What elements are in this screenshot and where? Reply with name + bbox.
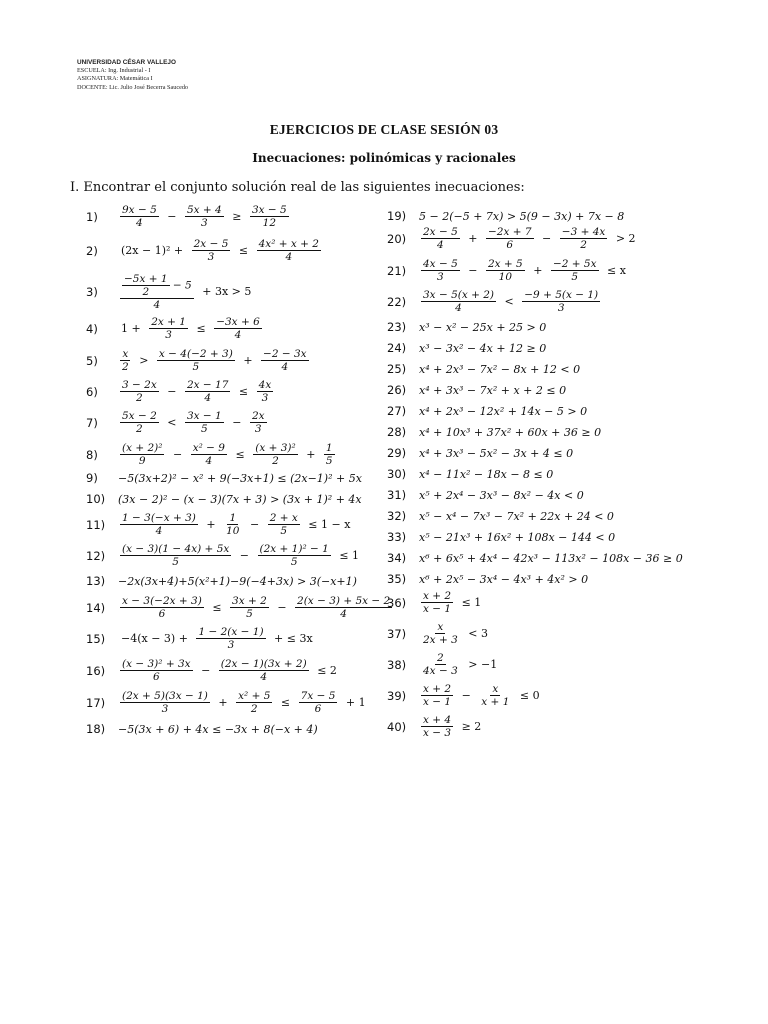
numerator: 4x² + x + 2: [258, 238, 319, 250]
exercise-number: 33): [387, 530, 407, 544]
denominator: 2: [122, 361, 129, 373]
operator: ≤: [238, 384, 249, 398]
exercise-22: [387, 289, 602, 314]
expression: x⁴ + 10x³ + 37x² + 60x + 36 ≥ 0: [419, 425, 602, 439]
expression: [419, 683, 543, 708]
operator: −: [172, 447, 183, 461]
denominator: x − 3: [423, 727, 452, 739]
denominator: x − 1: [423, 696, 452, 708]
expression: [118, 348, 311, 373]
expression: [118, 595, 394, 620]
expression: x⁴ + 3x³ − 7x² + x + 2 ≤ 0: [419, 383, 567, 397]
denominator: 5: [571, 271, 579, 283]
numerator: 7x − 5: [300, 690, 336, 702]
numerator: x: [122, 348, 129, 360]
term: ≤ 1: [461, 595, 482, 609]
expression: x⁶ + 2x⁵ − 3x⁴ − 4x³ + 4x² > 0: [419, 572, 589, 586]
denominator: 3: [261, 392, 269, 404]
exercise-number: 37): [387, 626, 407, 641]
term: > −1: [468, 657, 498, 671]
numerator: 2x + 5: [487, 258, 523, 270]
operator: +: [243, 353, 253, 367]
exercise-3: [86, 273, 254, 311]
term: ≤ 1 − x: [308, 517, 351, 531]
operator: <: [167, 415, 177, 429]
denominator: 4: [155, 525, 163, 537]
term: < 3: [468, 626, 488, 640]
expression: 5 − 2(−5 + 7x) > 5(9 − 3x) + 7x − 8: [419, 209, 625, 223]
denominator: 3: [207, 251, 215, 263]
denominator: 2: [250, 703, 258, 715]
numerator: x + 2: [423, 590, 452, 602]
expression: [419, 258, 629, 283]
page-subtitle: Inecuaciones: polinómicas y racionales: [252, 151, 516, 165]
numerator: 1 − 3(−x + 3): [122, 512, 196, 524]
exercise-number: 31): [387, 488, 407, 502]
exercise-38: [387, 652, 500, 677]
exercise-number: 16): [86, 663, 106, 678]
numerator: x + 2: [423, 683, 452, 695]
exercise-number: 23): [387, 320, 407, 334]
exercise-number: 32): [387, 509, 407, 523]
denominator: 3: [557, 302, 565, 314]
denominator: 4: [285, 251, 293, 263]
numerator: 3x − 1: [186, 410, 222, 422]
exercise-number: 34): [387, 551, 407, 565]
operator: <: [504, 294, 514, 308]
denominator: 5: [201, 423, 208, 435]
exercise-number: 7): [86, 415, 98, 430]
numerator: x − 4(−2 + 3): [158, 348, 233, 360]
expression: x⁴ − 11x² − 18x − 8 ≤ 0: [419, 467, 554, 481]
exercise-number: 3): [86, 285, 98, 299]
denominator: 6: [314, 703, 322, 715]
operator: ≤: [238, 243, 249, 257]
expression: [118, 690, 369, 715]
header-block: [77, 59, 188, 92]
denominator: 4: [437, 239, 444, 251]
exercise-21: [387, 258, 629, 283]
numerator: 2x − 5: [193, 238, 229, 250]
denominator: 4: [455, 302, 462, 314]
denominator: 9: [138, 455, 146, 467]
exercise-number: 18): [86, 722, 106, 736]
expression: x⁴ + 3x³ − 5x² − 3x + 4 ≤ 0: [419, 446, 574, 460]
term: > 2: [615, 231, 636, 245]
denominator: 2: [136, 423, 143, 435]
numerator: −3 + 4x: [561, 226, 606, 238]
exercise-24: [387, 341, 546, 355]
expression: [419, 652, 500, 677]
exercise-1: [86, 204, 291, 229]
inner-denominator: 2: [142, 286, 150, 298]
exercise-25: [387, 362, 580, 376]
term: ≤ 2: [317, 663, 337, 677]
numerator: x + 4: [423, 714, 452, 726]
operator: −: [461, 688, 471, 702]
denominator: 4: [260, 671, 268, 683]
exercise-number: 10): [86, 492, 106, 506]
expression: [118, 543, 362, 568]
denominator: 2: [136, 392, 143, 404]
denominator: 4: [204, 392, 212, 404]
exercise-31: [387, 488, 584, 502]
expression: x⁵ − x⁴ − 7x³ − 7x² + 22x + 24 < 0: [419, 509, 614, 523]
numerator: 9x − 5: [122, 204, 157, 216]
operator: ≤: [235, 447, 245, 461]
exercise-23: [387, 320, 546, 334]
term: + 3x > 5: [202, 285, 252, 298]
term: −4(x − 3) +: [121, 631, 188, 645]
numerator: 2x − 17: [186, 379, 229, 391]
exercise-16: [86, 658, 340, 683]
denominator: 4: [234, 329, 242, 341]
numerator: x − 3(−2x + 3): [122, 595, 202, 607]
exercise-17: [86, 690, 369, 715]
exercise-13: [86, 574, 357, 588]
operator: −: [542, 231, 552, 245]
numerator: 4x: [258, 379, 272, 391]
operator: +: [468, 231, 478, 245]
operator: −: [239, 548, 250, 562]
numerator: 2x: [251, 410, 265, 422]
numerator: 1: [325, 442, 333, 454]
operator: −: [250, 517, 260, 531]
term: ≤ 1: [339, 548, 360, 562]
operator: −: [167, 384, 177, 398]
numerator: x² + 5: [238, 690, 271, 702]
operator: +: [218, 695, 228, 709]
numerator: (x − 3)² + 3x: [122, 658, 191, 670]
term: 1 +: [121, 321, 141, 335]
exercise-number: 24): [387, 341, 407, 355]
expression: [118, 512, 353, 537]
teacher-line: DOCENTE: Lic. Julio José Becerra Saucedo: [77, 83, 189, 91]
exercise-40: [387, 714, 484, 739]
numerator: −2 − 3x: [263, 348, 307, 360]
university-name: UNIVERSIDAD CÉSAR VALLEJO: [77, 59, 176, 66]
operator: −: [468, 263, 478, 277]
denominator: 6: [152, 671, 160, 683]
denominator: 3: [437, 271, 444, 283]
expression: x⁶ + 6x⁵ + 4x⁴ − 42x³ − 113x² − 108x − 36 ≥ 0: [419, 551, 683, 565]
numerator: 4x − 5: [423, 258, 458, 270]
exercise-14: [86, 595, 394, 620]
operator: −: [201, 663, 211, 677]
exercise-number: 27): [387, 404, 407, 418]
numerator: x² − 9: [192, 442, 225, 454]
exercise-number: 8): [86, 447, 98, 462]
exercise-34: [387, 551, 683, 565]
numerator: 2 + x: [269, 512, 298, 524]
exercise-number: 13): [86, 574, 106, 588]
expression: [118, 626, 316, 651]
denominator: 6: [506, 239, 514, 251]
expression: [118, 658, 340, 683]
numerator: (x + 3)²: [255, 442, 296, 454]
denominator: x + 1: [481, 696, 510, 708]
numerator: 3x − 5(x + 2): [423, 289, 495, 301]
exercise-28: [387, 425, 601, 439]
denominator: 6: [158, 608, 166, 620]
expression: (3x − 2)² − (x − 3)(7x + 3) > (3x + 1)² + 4x: [118, 492, 362, 506]
exercise-5: [86, 348, 311, 373]
expression: [118, 379, 275, 404]
exercise-number: 1): [86, 209, 98, 224]
exercise-9: [86, 471, 362, 485]
exercise-number: 15): [86, 631, 106, 646]
exercise-number: 6): [86, 384, 98, 399]
school-line: ESCUELA: Ing. Industrial - I: [77, 67, 151, 75]
term: − 5: [172, 279, 192, 292]
exercise-number: 12): [86, 548, 106, 563]
exercise-number: 20): [387, 231, 407, 246]
expression: x⁵ − 21x³ + 16x² + 108x − 144 < 0: [419, 530, 616, 544]
expression: −2x(3x+4)+5(x²+1)−9(−4+3x) > 3(−x+1): [118, 574, 357, 588]
exercise-number: 26): [387, 383, 407, 397]
expression: [419, 621, 491, 646]
expression: [118, 442, 337, 467]
numerator: −9 + 5(x − 1): [524, 289, 599, 301]
exercise-29: [387, 446, 573, 460]
numerator: 1 − 2(x − 1): [198, 626, 264, 638]
expression: [419, 226, 639, 251]
numerator: 2: [437, 652, 444, 664]
term: (2x − 1)² +: [121, 243, 184, 257]
denominator: 5: [172, 556, 179, 568]
term: ≥ 2: [461, 719, 482, 733]
exercise-18: [86, 722, 318, 736]
expression: [118, 410, 269, 435]
expression: −5(3x + 6) + 4x ≤ −3x + 8(−x + 4): [118, 722, 318, 736]
exercise-37: [387, 621, 491, 646]
exercise-number: 22): [387, 294, 407, 309]
exercise-number: 38): [387, 657, 407, 672]
exercise-number: 21): [387, 263, 407, 278]
denominator: 4: [153, 299, 161, 311]
expression: x⁴ + 2x³ − 7x² − 8x + 12 < 0: [419, 362, 581, 376]
numerator: (x + 2)²: [122, 442, 163, 454]
numerator: 5x − 2: [122, 410, 157, 422]
numerator: 5x + 4: [186, 204, 222, 216]
subject-line: ASIGNATURA: Matemática I: [77, 75, 153, 83]
numerator: [120, 273, 194, 299]
operator: −: [277, 600, 287, 614]
denominator: 5: [325, 455, 333, 467]
exercise-27: [387, 404, 587, 418]
exercise-number: 29): [387, 446, 407, 460]
numerator: (2x − 1)(3x + 2): [220, 658, 307, 670]
exercise-number: 40): [387, 719, 407, 734]
exercise-number: 30): [387, 467, 407, 481]
term: ≤ 0: [519, 688, 540, 702]
denominator: 2: [272, 455, 279, 467]
operator: ≤: [196, 321, 206, 335]
term: + 1: [345, 695, 366, 709]
exercise-2: [86, 238, 323, 263]
denominator: 5: [192, 361, 200, 373]
denominator: 4x − 3: [423, 665, 458, 677]
numerator: 2x + 1: [151, 316, 186, 328]
numerator: (x − 3)(1 − 4x) + 5x: [122, 543, 230, 555]
expression: [419, 714, 484, 739]
term: ≤ x: [607, 263, 626, 277]
denominator: 4: [205, 455, 213, 467]
numerator: −2 + 5x: [552, 258, 597, 270]
exercise-30: [387, 467, 553, 481]
exercise-26: [387, 383, 566, 397]
expression: [118, 238, 323, 263]
exercise-number: 17): [86, 695, 106, 710]
expression: [419, 289, 602, 314]
exercise-12: [86, 543, 362, 568]
exercise-8: [86, 442, 337, 467]
expression: [118, 316, 264, 341]
denominator: 4: [281, 361, 289, 373]
denominator: 10: [498, 271, 513, 283]
expression: −5(3x+2)² − x² + 9(−3x+1) ≤ (2x−1)² + 5x: [118, 471, 362, 485]
exercise-number: 25): [387, 362, 407, 376]
denominator: 3: [227, 639, 235, 651]
exercise-7: [86, 410, 269, 435]
numerator: 3x + 2: [232, 595, 267, 607]
operator: +: [533, 263, 543, 277]
operator: ≥: [232, 209, 242, 223]
denominator: 5: [280, 525, 288, 537]
exercise-number: 5): [86, 353, 98, 368]
operator: >: [139, 353, 149, 367]
exercise-33: [387, 530, 615, 544]
numerator: x: [492, 683, 499, 695]
exercise-10: [86, 492, 362, 506]
instruction-text: I. Encontrar el conjunto solución real de las siguientes inecuaciones:: [70, 180, 525, 195]
expression: x⁴ + 2x³ − 12x² + 14x − 5 > 0: [419, 404, 588, 418]
expression: x³ − x² − 25x + 25 > 0: [419, 320, 547, 334]
expression: [118, 273, 254, 311]
exercise-4: [86, 316, 264, 341]
expression: x³ − 3x² − 4x + 12 ≥ 0: [419, 341, 547, 355]
exercise-number: 19): [387, 209, 407, 223]
exercise-39: [387, 683, 543, 708]
denominator: 10: [226, 525, 240, 537]
numerator: 1: [229, 512, 237, 524]
numerator: (2x + 1)² − 1: [259, 543, 329, 555]
numerator: −2x + 7: [487, 226, 532, 238]
numerator: −3x + 6: [216, 316, 260, 328]
denominator: 5: [246, 608, 253, 620]
denominator: 3: [254, 423, 262, 435]
exercise-number: 11): [86, 517, 106, 532]
exercise-32: [387, 509, 614, 523]
exercise-19: [387, 209, 624, 223]
exercise-number: 4): [86, 321, 98, 336]
exercise-number: 36): [387, 595, 407, 610]
denominator: x − 1: [423, 603, 452, 615]
exercise-number: 28): [387, 425, 407, 439]
operator: ≤: [212, 600, 222, 614]
inner-numerator: −5x + 1: [124, 273, 168, 285]
exercise-6: [86, 379, 275, 404]
exercise-number: 14): [86, 600, 106, 615]
exercise-number: 39): [387, 688, 407, 703]
denominator: 2x + 3: [423, 634, 458, 646]
denominator: 5: [290, 556, 298, 568]
exercise-20: [387, 226, 639, 251]
numerator: 2(x − 3) + 5x − 2: [297, 595, 391, 607]
expression: x⁵ + 2x⁴ − 3x³ − 8x² − 4x < 0: [419, 488, 584, 502]
numerator: 3 − 2x: [122, 379, 157, 391]
exercise-36: [387, 590, 484, 615]
numerator: x: [437, 621, 444, 633]
exercise-number: 35): [387, 572, 407, 586]
denominator: 3: [201, 217, 208, 229]
exercise-number: 9): [86, 471, 98, 485]
operator: −: [167, 209, 177, 223]
denominator: 4: [136, 217, 143, 229]
denominator: 3: [161, 703, 169, 715]
exercise-15: [86, 626, 316, 651]
numerator: 2x − 5: [423, 226, 458, 238]
denominator: 12: [262, 217, 277, 229]
denominator: 3: [165, 329, 172, 341]
denominator: 2: [580, 239, 587, 251]
operator: −: [232, 415, 242, 429]
exercise-number: 2): [86, 243, 98, 258]
expression: [419, 590, 484, 615]
numerator: (2x + 5)(3x − 1): [122, 690, 208, 702]
page-title: EJERCICIOS DE CLASE SESIÓN 03: [269, 122, 499, 137]
exercise-35: [387, 572, 588, 586]
expression: [118, 204, 291, 229]
numerator: 3x − 5: [251, 204, 287, 216]
operator: ≤: [280, 695, 291, 709]
term: + ≤ 3x: [274, 631, 313, 645]
denominator: 4: [340, 608, 347, 620]
exercise-11: [86, 512, 353, 537]
operator: +: [306, 447, 316, 461]
operator: +: [206, 517, 216, 531]
